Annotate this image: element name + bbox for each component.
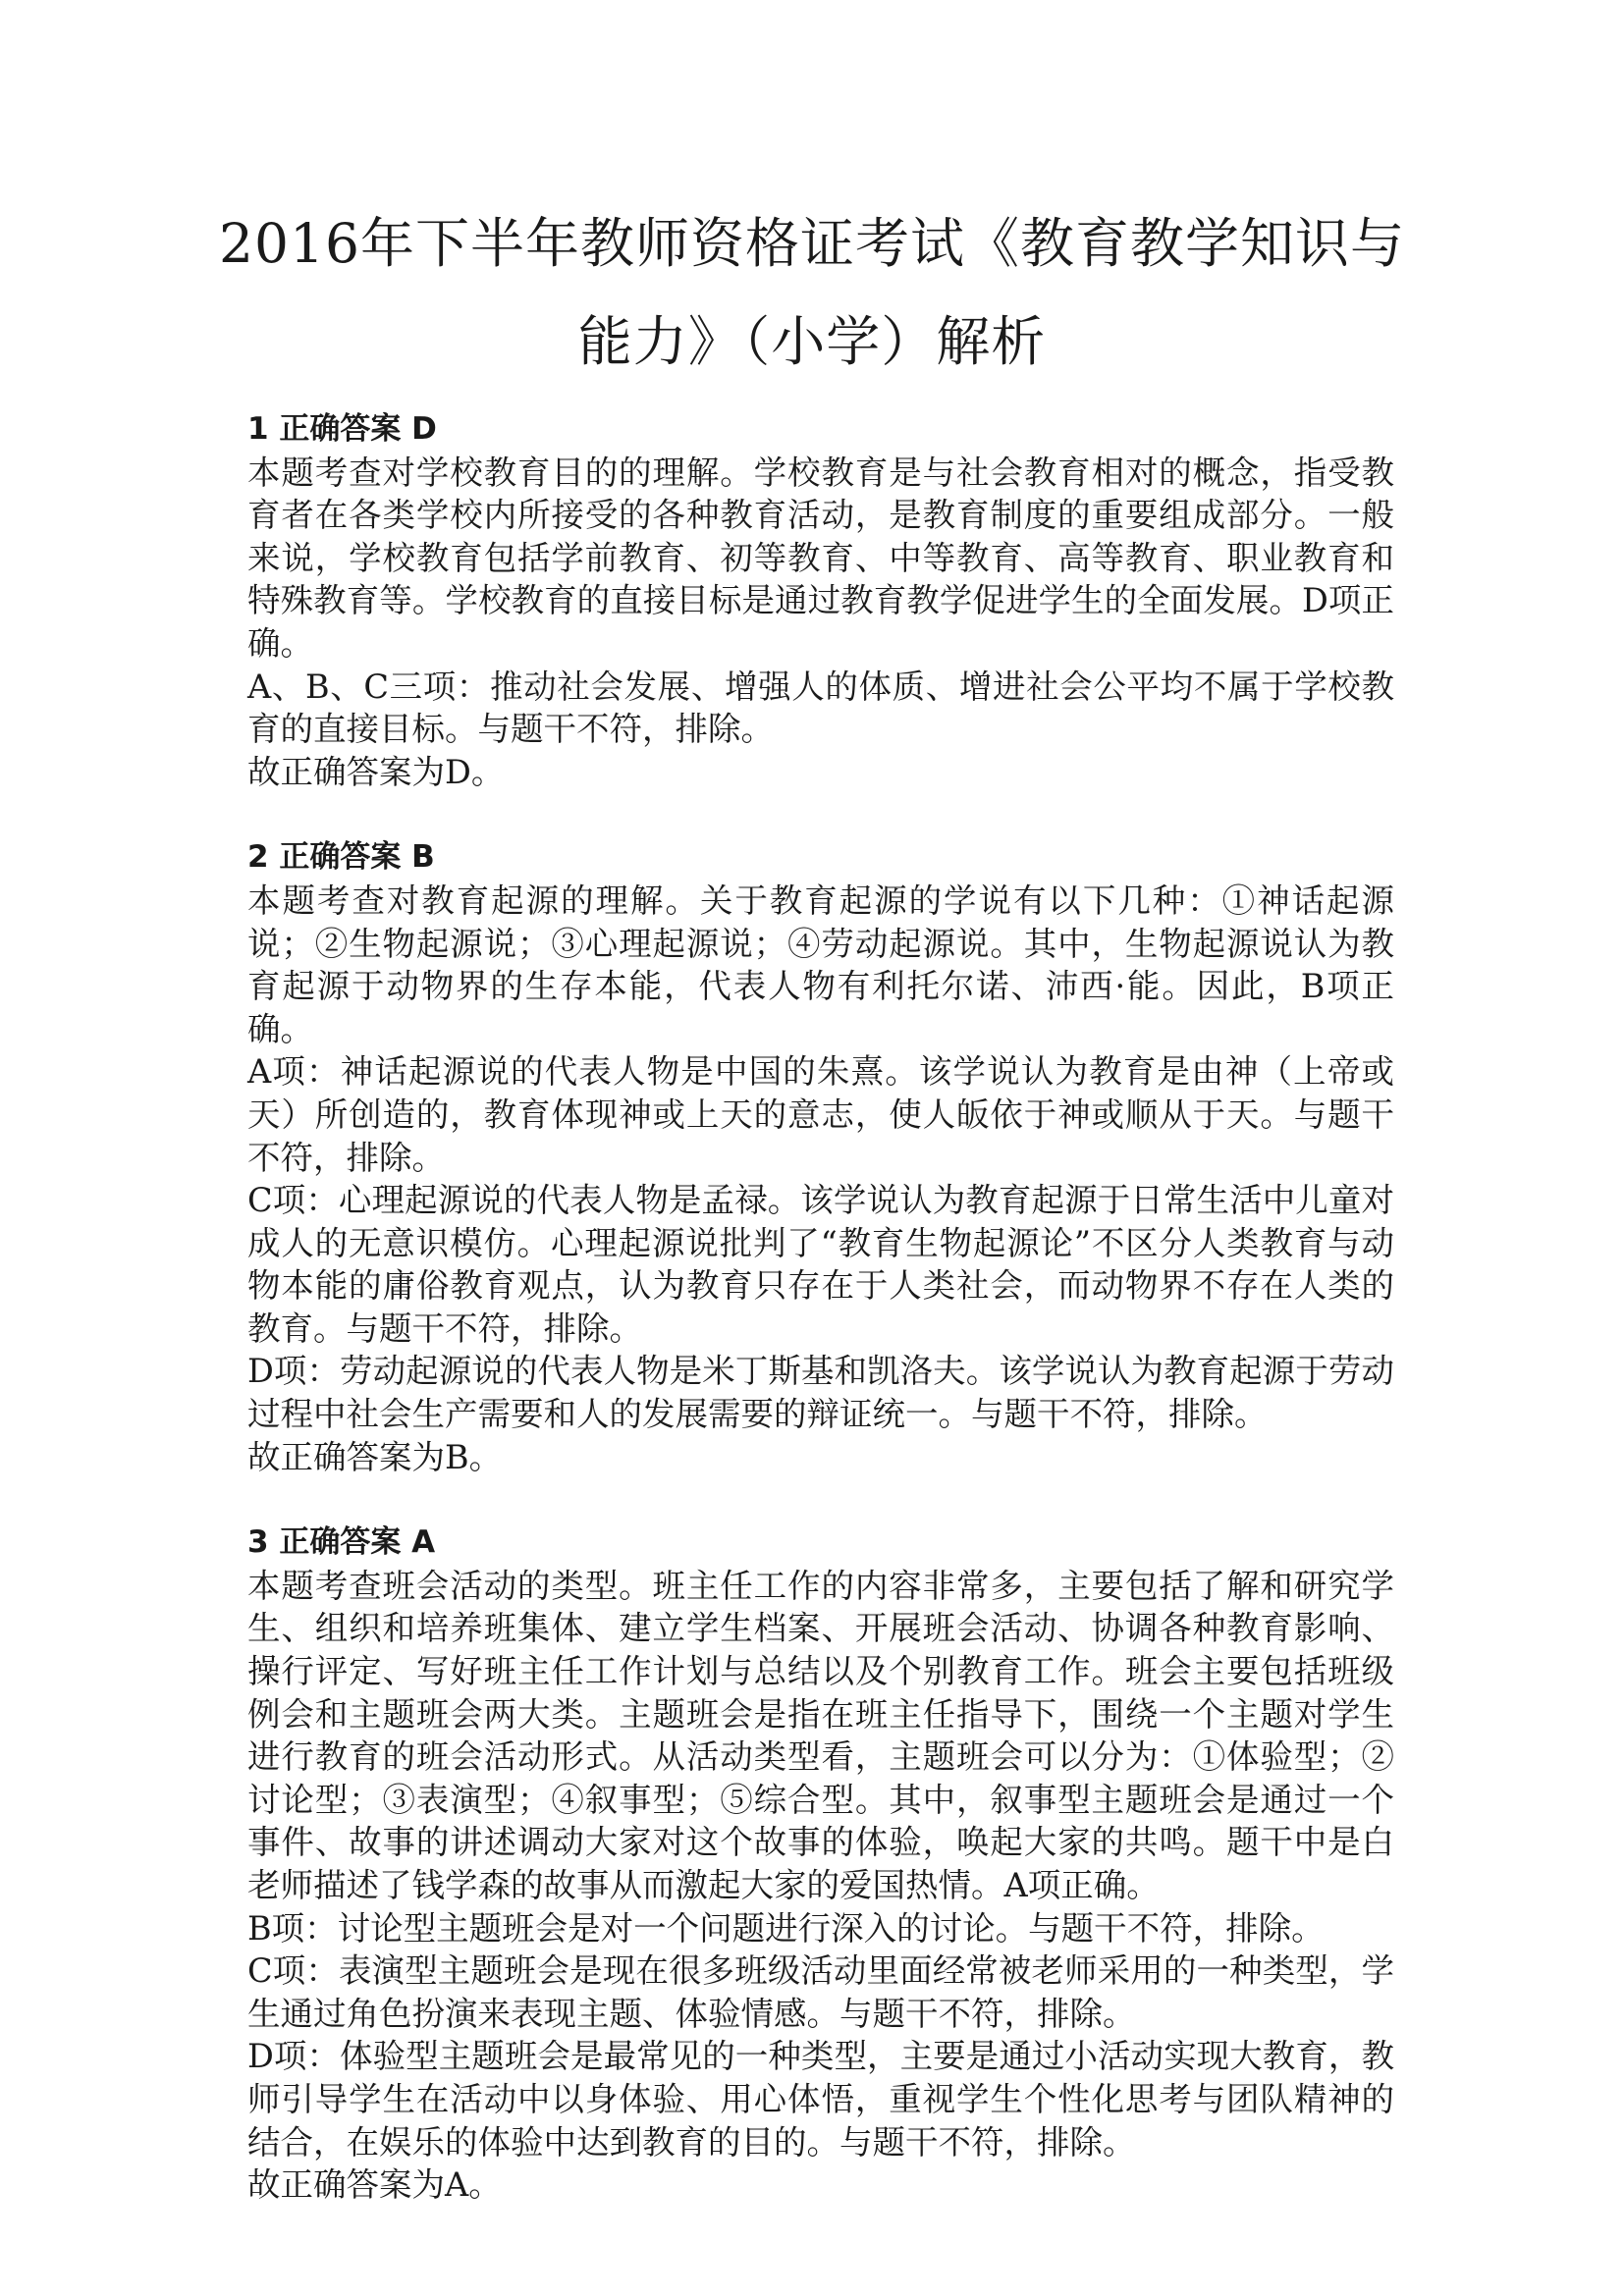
answer-heading: 3 正确答案 A [247, 1524, 436, 1561]
analysis-paragraph: A、B、C三项：推动社会发展、增强人的体质、增进社会公平均不属于学校教育的直接目标。与题干不符，排除。 [247, 667, 1394, 749]
analysis-paragraph: C项：表演型主题班会是现在很多班级活动里面经常被老师采用的一种类型，学生通过角色扮演来表现主题、体验情感。与题干不符，排除。 [247, 1951, 1394, 2033]
answer-heading: 1 正确答案 D [247, 411, 437, 447]
analysis-paragraph: 本题考查班会活动的类型。班主任工作的内容非常多，主要包括了解和研究学生、组织和培养班集体、建立学生档案、开展班会活动、协调各种教育影响、操行评定、写好班主任工作计划与总结以及个别教育工作。班会主要包括班级例会和主题班会两大类。主题班会是指在班主任指导下，围绕一个主题对学生进行教育的班会活动形式。从活动类型看，主题班会可以分为：①体验型；②讨论型；③表演型；④叙事型；⑤综合型。其中，叙事型主题班会是通过一个事件、故事的讲述调动大家对这个故事的体验，唤起大家的共鸣。题干中是白老师描述了钱学森的故事从而激起大家的爱国热情。A项正确。 [247, 1566, 1394, 1904]
analysis-paragraph: 本题考查对学校教育目的的理解。学校教育是与社会教育相对的概念，指受教育者在各类学校内所接受的各种教育活动，是教育制度的重要组成部分。一般来说，学校教育包括学前教育、初等教育、中等教育、高等教育、职业教育和特殊教育等。学校教育的直接目标是通过教育教学促进学生的全面发展。D项正确。 [247, 453, 1394, 663]
analysis-paragraph: A项：神话起源说的代表人物是中国的朱熹。该学说认为教育是由神（上帝或天）所创造的，教育体现神或上天的意志，使人皈依于神或顺从于天。与题干不符，排除。 [247, 1052, 1394, 1177]
answer-section-2 [247, 836, 1394, 1478]
conclusion-paragraph: 故正确答案为D。 [247, 752, 505, 791]
conclusion-paragraph: 故正确答案为A。 [247, 2165, 502, 2205]
conclusion-paragraph: 故正确答案为B。 [247, 1437, 503, 1476]
analysis-paragraph: B项：讨论型主题班会是对一个问题进行深入的讨论。与题干不符，排除。 [247, 1908, 1325, 1948]
analysis-paragraph: C项：心理起源说的代表人物是孟禄。该学说认为教育起源于日常生活中儿童对成人的无意识模仿。心理起源说批判了“教育生物起源论”不区分人类教育与动物本能的庸俗教育观点，认为教育只存在于人类社会，而动物界不存在人类的教育。与题干不符，排除。 [247, 1181, 1394, 1348]
answer-section-3 [247, 1522, 1394, 2207]
document-title: 2016年下半年教师资格证考试《教育教学知识与能力》（小学）解析 [219, 212, 1405, 373]
answer-section-1 [247, 408, 1394, 793]
answer-heading: 2 正确答案 B [247, 839, 435, 876]
analysis-paragraph: D项：劳动起源说的代表人物是米丁斯基和凯洛夫。该学说认为教育起源于劳动过程中社会生产需要和人的发展需要的辩证统一。与题干不符，排除。 [247, 1352, 1394, 1434]
analysis-paragraph: D项：体验型主题班会是最常见的一种类型，主要是通过小活动实现大教育，教师引导学生在活动中以身体验、用心体悟，重视学生个性化思考与团队精神的结合，在娱乐的体验中达到教育的目的。与题干不符，排除。 [247, 2037, 1394, 2162]
answer-analysis-list [247, 408, 1394, 2250]
analysis-paragraph: 本题考查对教育起源的理解。关于教育起源的学说有以下几种：①神话起源说；②生物起源说；③心理起源说；④劳动起源说。其中，生物起源说认为教育起源于动物界的生存本能，代表人物有利托尔诺、沛西·能。因此，B项正确。 [247, 881, 1394, 1048]
